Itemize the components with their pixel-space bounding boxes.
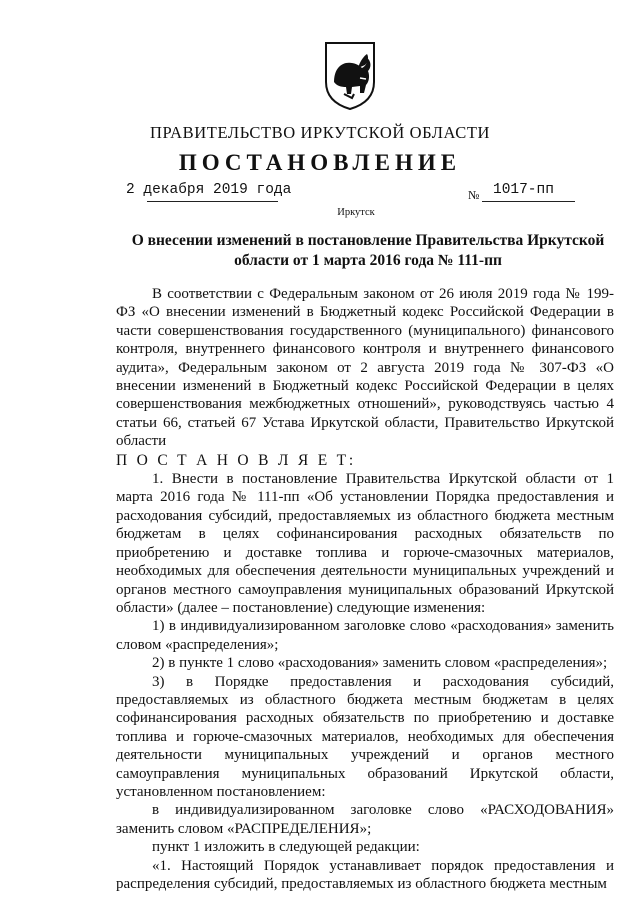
document-date: 2 декабря 2019 года bbox=[126, 182, 292, 198]
subitem-3b-paragraph: пункт 1 изложить в следующей редакции: bbox=[152, 839, 420, 856]
document-title: О внесении изменений в постановление Правительства Иркутской области от 1 марта 2016 года № 111-пп bbox=[131, 232, 605, 269]
document-number: 1017-пп bbox=[493, 182, 554, 198]
document-type-heading: ПОСТАНОВЛЕНИЕ bbox=[178, 150, 462, 175]
city-name: Иркутск bbox=[337, 207, 375, 218]
subitem-2-paragraph: 2) в пункте 1 слово «расходования» заменить словом «распределения»; bbox=[152, 655, 608, 672]
date-underline bbox=[147, 201, 278, 202]
subitem-3c-paragraph: «1. Настоящий Порядок устанавливает порядок предоставления и распределения субсидий, предоставляемых из областного бюджета местным bbox=[116, 857, 614, 892]
document-body bbox=[116, 285, 614, 893]
subitem-3-paragraph: 3) в Порядке предоставления и расходования субсидий, предоставляемых из областного бюджета местным бюджетам в целях софинансирования расходных обязательств по приобретению и доставке топлива и горюче-смазочных материалов, необходимых для обеспечения деятельности муниципальных учреждений и органов местного самоуправления муниципальных образований Иркутской области, установленном постановлением: bbox=[116, 673, 614, 800]
number-sign: № bbox=[468, 188, 480, 202]
subitem-3a-paragraph: в индивидуализированном заголовке слово «РАСХОДОВАНИЯ» заменить словом «РАСПРЕДЕЛЕНИЯ»; bbox=[116, 802, 614, 837]
item-1-paragraph: 1. Внести в постановление Правительства Иркутской области от 1 марта 2016 года № 111-пп «Об установлении Порядка предоставления и расходования субсидий, предоставляемых из областного бюджета местным бюджетам в целях софинансирования расходных обязательств по приобретению и доставке топлива и горюче-смазочных материалов, необходимых для обеспечения деятельности муниципальных учреждений и органов местного самоуправления муниципальных образований Иркутской области» (далее – постановление) следующие изменения: bbox=[116, 471, 614, 616]
subitem-1-paragraph: 1) в индивидуализированном заголовке слово «расходования» заменить словом «распределения»; bbox=[116, 618, 614, 653]
coat-of-arms-icon bbox=[322, 38, 378, 112]
number-underline bbox=[482, 201, 575, 202]
government-name: ПРАВИТЕЛЬСТВО ИРКУТСКОЙ ОБЛАСТИ bbox=[149, 123, 491, 142]
postanovlyaet-heading: П О С Т А Н О В Л Я Е Т: bbox=[116, 451, 357, 469]
preamble-paragraph: В соответствии с Федеральным законом от 26 июля 2019 года № 199-ФЗ «О внесении изменений в Бюджетный кодекс Российской Федерации в части совершенствования государственного (муниципального) финансового контроля, внутреннего финансового контроля и внутреннего финансового аудита», Федеральным законом от 2 августа 2019 года № 307-ФЗ «О внесении изменений в Бюджетный кодекс Российской Федерации в целях совершенствования межбюджетных отношений», руководствуясь частью 4 статьи 66, статьей 67 Устава Иркутской области, Правительство Иркутской области bbox=[116, 286, 614, 450]
